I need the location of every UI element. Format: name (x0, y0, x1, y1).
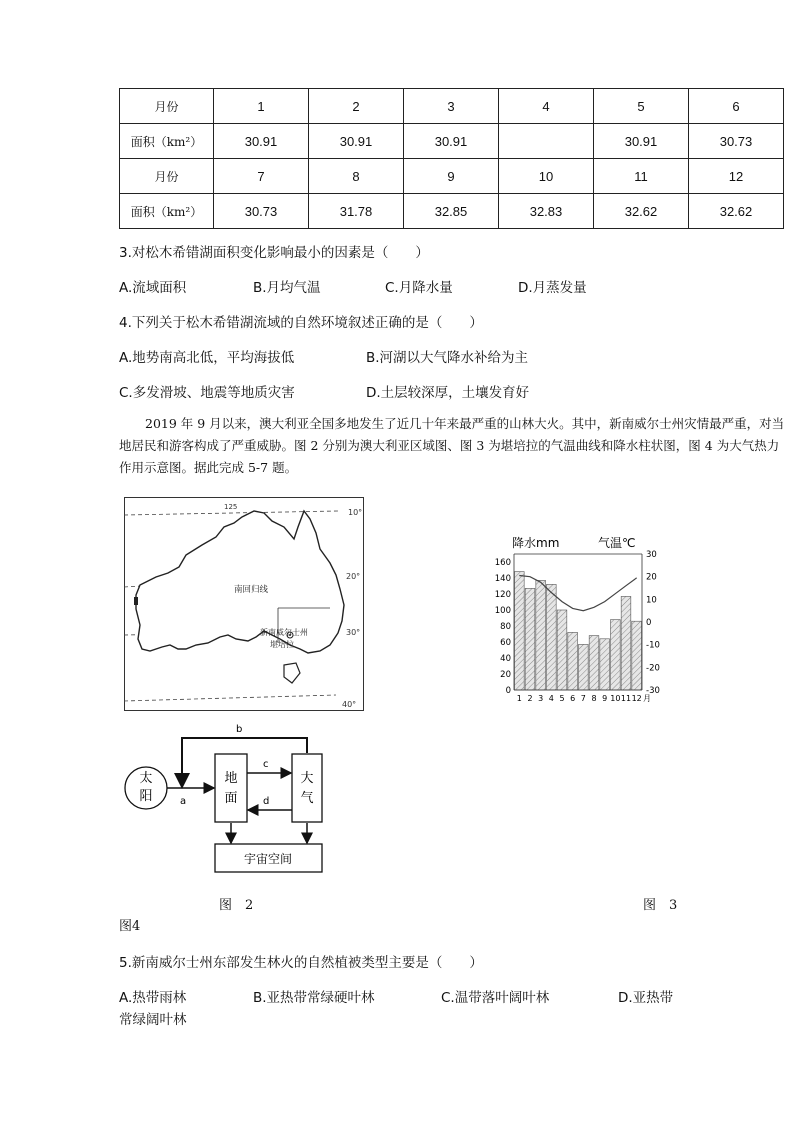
space-label: 宇宙空间 (243, 852, 293, 866)
ground-char-1: 地 (224, 771, 238, 786)
table-cell: 3 (404, 89, 499, 124)
sun-char-1: 太 (139, 771, 153, 786)
atmosphere-box (292, 754, 322, 822)
table-cell: 5 (594, 89, 689, 124)
caption-fig3: 图 3 (643, 898, 678, 913)
month-suffix: 月 (643, 694, 651, 703)
month-tick: 10 (610, 694, 621, 703)
lake-area-table (119, 88, 784, 229)
table-cell: 9 (404, 159, 499, 194)
table-cell: 4 (499, 89, 594, 124)
passage: 2019 年 9 月以来，澳大利亚全国多地发生了近几十年来最严重的山林大火。其中，新南威尔士州灾情最严重，对当地居民和游客构成了严重威胁。图 2 分别为澳大利亚区域图、图 3 为堪培拉的气温曲线和降水柱状图，图 4 为大气热力作用示意图。据此完成 5-7 题。 (119, 416, 785, 475)
table-cell: 30.91 (309, 124, 404, 159)
row-label: 面积（km²） (120, 124, 214, 159)
precip-tick: 20 (500, 670, 511, 680)
precip-tick: 0 (505, 686, 511, 696)
lat-10: 10° (348, 508, 363, 517)
table-cell: 12 (689, 159, 784, 194)
precip-tick: 40 (500, 654, 511, 664)
q3-option-d: D.月蒸发量 (518, 280, 587, 296)
precip-bar (611, 620, 621, 690)
table-cell: 6 (689, 89, 784, 124)
month-tick: 3 (538, 694, 544, 703)
temp-tick: 20 (646, 572, 657, 583)
q3-option-a: A.流域面积 (119, 280, 187, 296)
table-cell: 30.91 (214, 124, 309, 159)
precip-bar (621, 596, 631, 690)
temp-tick: 0 (646, 618, 652, 628)
label-b: b (236, 724, 243, 735)
table-cell: 1 (214, 89, 309, 124)
table-cell: 10 (499, 159, 594, 194)
precip-bar (536, 580, 546, 690)
table-cell: 32.85 (404, 194, 499, 229)
precip-bar (557, 610, 567, 690)
temp-tick: 30 (646, 550, 657, 560)
caption-fig2: 图 2 (219, 898, 254, 913)
q5-option-d-part2: 常绿阔叶林 (119, 1012, 187, 1028)
temp-tick: -10 (646, 640, 660, 651)
label-c: c (263, 759, 269, 770)
table-cell: 32.62 (594, 194, 689, 229)
sun-char-2: 阳 (139, 789, 153, 804)
q4-stem: 4.下列关于松木希错湖流域的自然环境叙述正确的是（ ） (119, 315, 483, 331)
table-cell: 30.73 (689, 124, 784, 159)
row-label: 面积（km²） (120, 194, 214, 229)
tropic-label: 南回归线 (234, 585, 269, 595)
month-tick: 12 (631, 694, 642, 703)
table-cell: 32.83 (499, 194, 594, 229)
lat-20: 20° (346, 572, 361, 581)
map-small-label: 125 (224, 503, 238, 511)
precip-bar (632, 621, 642, 690)
temp-tick: -20 (646, 663, 660, 674)
caption-fig4: 图4 (119, 919, 141, 934)
q5-option-d-part1: D.亚热带 (618, 990, 674, 1006)
label-a: a (180, 796, 187, 807)
precip-tick: 120 (494, 590, 511, 600)
australia-map (124, 497, 364, 711)
q5-option-c: C.温带落叶阔叶林 (441, 990, 550, 1006)
precip-tick: 60 (500, 638, 511, 648)
ground-box (215, 754, 247, 822)
table-row (120, 89, 784, 124)
table-cell (499, 124, 594, 159)
month-tick: 11 (620, 694, 632, 703)
table-cell: 11 (594, 159, 689, 194)
heat-diagram (120, 720, 350, 876)
q3-option-b: B.月均气温 (253, 280, 321, 296)
month-tick: 9 (602, 694, 608, 703)
month-tick: 8 (591, 694, 597, 703)
label-d: d (263, 796, 270, 807)
city-label: 堪培拉 (270, 640, 294, 649)
state-label: 新南威尔士州 (260, 628, 308, 637)
precip-tick: 160 (494, 558, 511, 568)
precip-tick: 100 (494, 606, 511, 616)
table-cell: 7 (214, 159, 309, 194)
chart-title-precip: 降水mm (512, 536, 560, 550)
canberra-climate-chart (492, 532, 670, 710)
chart-title-temp: 气温℃ (598, 536, 636, 550)
month-tick: 6 (570, 694, 576, 703)
table-row (120, 159, 784, 194)
lat-40: 40° (342, 700, 357, 709)
table-cell: 30.91 (404, 124, 499, 159)
precip-tick: 80 (500, 622, 511, 632)
table-cell: 8 (309, 159, 404, 194)
table-row (120, 124, 784, 159)
precip-bar (525, 588, 535, 690)
q5-option-b: B.亚热带常绿硬叶林 (253, 990, 375, 1006)
precip-bar (515, 572, 525, 690)
table-cell: 30.91 (594, 124, 689, 159)
month-tick: 4 (548, 694, 554, 703)
table-cell: 30.73 (214, 194, 309, 229)
q5-stem: 5.新南威尔士州东部发生林火的自然植被类型主要是（ ） (119, 955, 483, 971)
ground-char-2: 面 (224, 791, 238, 806)
precip-bar (600, 639, 610, 690)
temp-tick: -30 (646, 686, 660, 696)
precip-tick: 140 (494, 574, 511, 584)
air-char-2: 气 (300, 791, 314, 806)
precip-bar (547, 584, 557, 690)
q4-option-c: C.多发滑坡、地震等地质灾害 (119, 385, 295, 401)
table-row (120, 194, 784, 229)
month-tick: 1 (516, 694, 522, 703)
q3-stem: 3.对松木希错湖面积变化影响最小的因素是（ ） (119, 245, 429, 261)
q4-option-d: D.土层较深厚，土壤发育好 (366, 385, 530, 401)
precip-bar (568, 632, 578, 690)
precip-bar (579, 644, 589, 690)
air-char-1: 大 (300, 771, 314, 786)
q4-option-b: B.河湖以大气降水补给为主 (366, 350, 529, 366)
row-label: 月份 (120, 89, 214, 124)
lat-30: 30° (346, 628, 361, 637)
temp-tick: 10 (646, 595, 657, 606)
table-cell: 31.78 (309, 194, 404, 229)
month-tick: 5 (559, 694, 565, 703)
table-cell: 2 (309, 89, 404, 124)
month-tick: 2 (527, 694, 533, 703)
table-cell: 32.62 (689, 194, 784, 229)
precip-bar (589, 636, 599, 690)
row-label: 月份 (120, 159, 214, 194)
q3-option-c: C.月降水量 (385, 280, 453, 296)
q5-option-a: A.热带雨林 (119, 990, 187, 1006)
month-tick: 7 (580, 694, 586, 703)
q4-option-a: A.地势南高北低，平均海拔低 (119, 350, 295, 366)
